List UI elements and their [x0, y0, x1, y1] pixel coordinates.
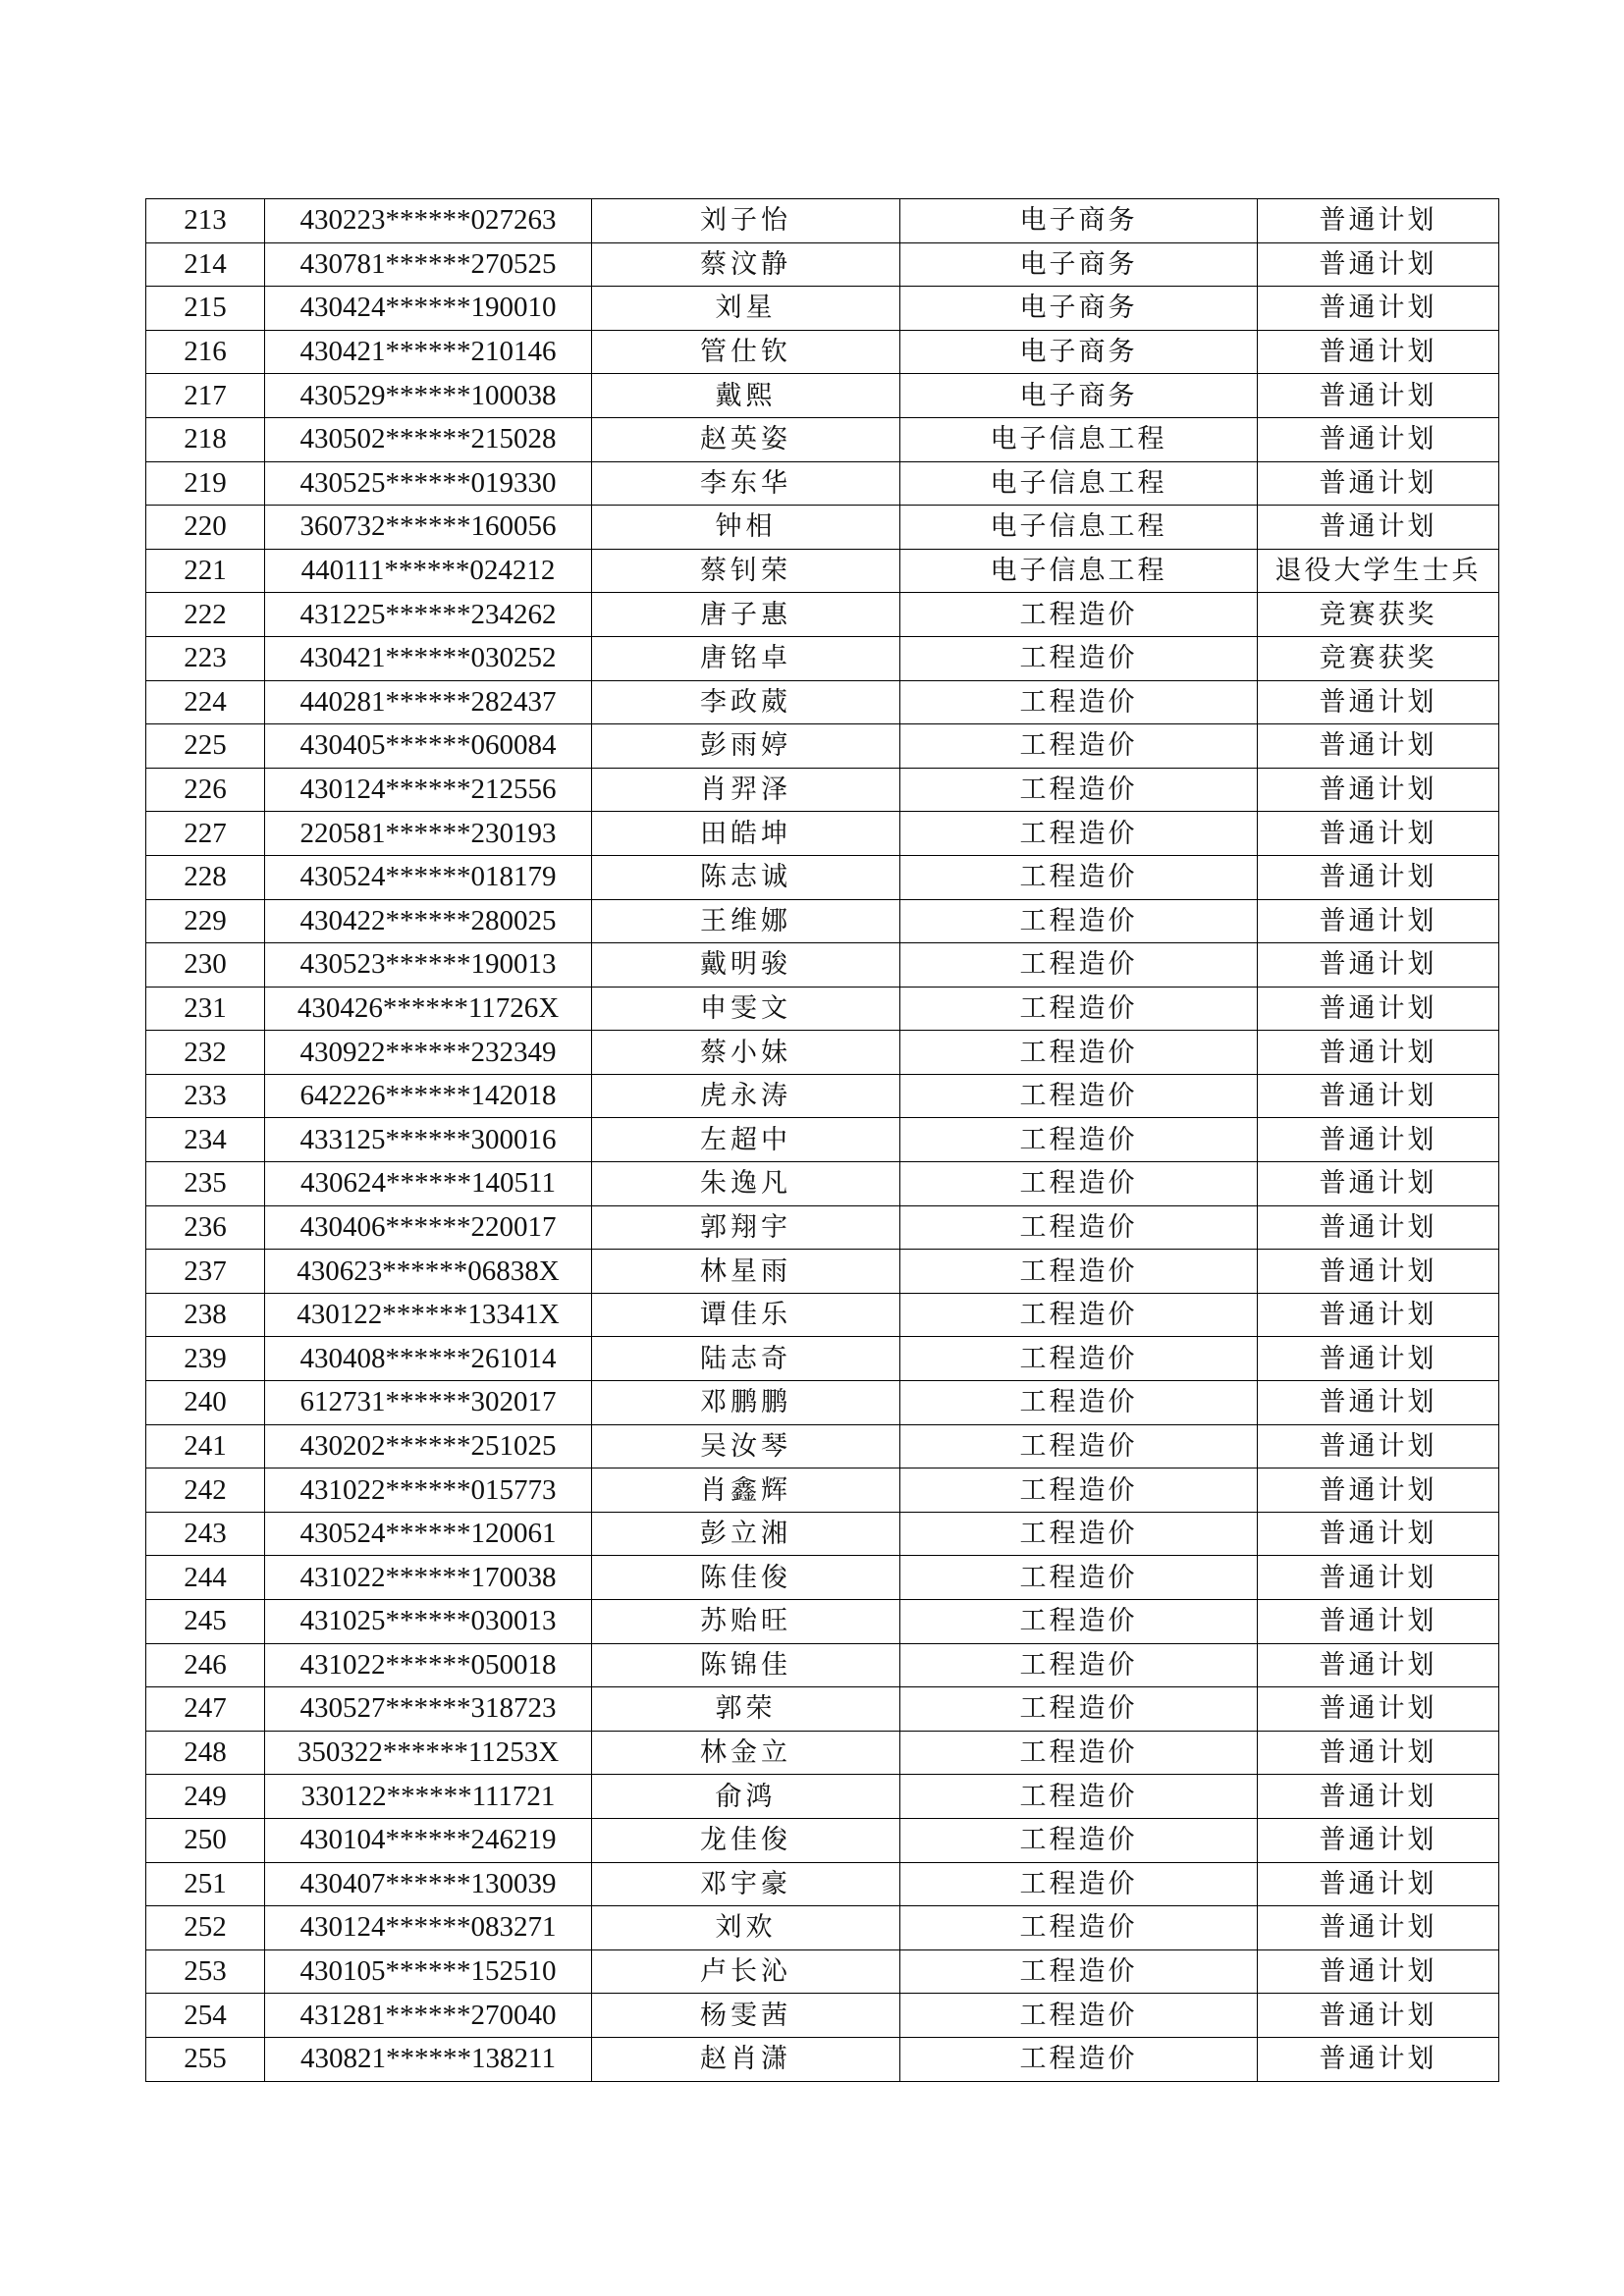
- cell-seq-no: 231: [146, 987, 265, 1031]
- cell-student-name: 杨雯茜: [592, 1994, 900, 2038]
- table-row: [146, 2037, 1499, 2081]
- cell-major: 工程造价: [900, 680, 1258, 724]
- cell-admission-plan: 普通计划: [1258, 417, 1499, 461]
- cell-major: 工程造价: [900, 1337, 1258, 1381]
- cell-major: 工程造价: [900, 1118, 1258, 1162]
- cell-student-name: 肖羿泽: [592, 768, 900, 812]
- cell-admission-plan: 普通计划: [1258, 855, 1499, 899]
- cell-seq-no: 219: [146, 461, 265, 506]
- cell-student-name: 龙佳俊: [592, 1818, 900, 1862]
- cell-major: 电子信息工程: [900, 506, 1258, 550]
- cell-seq-no: 234: [146, 1118, 265, 1162]
- cell-student-name: 王维娜: [592, 899, 900, 943]
- cell-student-name: 陈佳俊: [592, 1556, 900, 1600]
- table-row: [146, 768, 1499, 812]
- cell-student-name: 田皓坤: [592, 812, 900, 856]
- cell-id-number: 430407******130039: [265, 1862, 592, 1906]
- cell-major: 工程造价: [900, 724, 1258, 769]
- cell-id-number: 430502******215028: [265, 417, 592, 461]
- cell-admission-plan: 普通计划: [1258, 1512, 1499, 1556]
- cell-student-name: 陆志奇: [592, 1337, 900, 1381]
- cell-id-number: 430525******019330: [265, 461, 592, 506]
- cell-student-name: 苏贻旺: [592, 1600, 900, 1644]
- table-row: [146, 1687, 1499, 1732]
- cell-admission-plan: 普通计划: [1258, 1994, 1499, 2038]
- cell-id-number: 430104******246219: [265, 1818, 592, 1862]
- cell-seq-no: 220: [146, 506, 265, 550]
- cell-major: 工程造价: [900, 768, 1258, 812]
- cell-major: 工程造价: [900, 855, 1258, 899]
- cell-id-number: 431281******270040: [265, 1994, 592, 2038]
- table-row: [146, 506, 1499, 550]
- cell-id-number: 430523******190013: [265, 943, 592, 988]
- cell-seq-no: 241: [146, 1424, 265, 1468]
- cell-student-name: 李东华: [592, 461, 900, 506]
- cell-id-number: 430424******190010: [265, 287, 592, 331]
- cell-major: 电子商务: [900, 242, 1258, 287]
- cell-admission-plan: 普通计划: [1258, 1687, 1499, 1732]
- table-row: [146, 1600, 1499, 1644]
- table-row: [146, 417, 1499, 461]
- cell-major: 电子信息工程: [900, 417, 1258, 461]
- cell-admission-plan: 退役大学生士兵: [1258, 549, 1499, 593]
- cell-id-number: 350322******11253X: [265, 1731, 592, 1775]
- cell-student-name: 蔡小妹: [592, 1031, 900, 1075]
- cell-id-number: 330122******111721: [265, 1775, 592, 1819]
- cell-id-number: 430421******030252: [265, 636, 592, 680]
- cell-admission-plan: 普通计划: [1258, 1293, 1499, 1337]
- cell-admission-plan: 普通计划: [1258, 943, 1499, 988]
- cell-admission-plan: 普通计划: [1258, 768, 1499, 812]
- table-row: [146, 899, 1499, 943]
- table-row: [146, 1381, 1499, 1425]
- cell-admission-plan: 普通计划: [1258, 2037, 1499, 2081]
- roster-body: [146, 199, 1499, 2082]
- table-row: [146, 1906, 1499, 1950]
- cell-id-number: 430421******210146: [265, 330, 592, 374]
- cell-major: 工程造价: [900, 1949, 1258, 1994]
- cell-id-number: 642226******142018: [265, 1074, 592, 1118]
- cell-seq-no: 235: [146, 1162, 265, 1206]
- cell-student-name: 肖鑫辉: [592, 1468, 900, 1513]
- cell-student-name: 唐子惠: [592, 593, 900, 637]
- cell-seq-no: 229: [146, 899, 265, 943]
- table-row: [146, 1556, 1499, 1600]
- table-row: [146, 636, 1499, 680]
- cell-student-name: 刘欢: [592, 1906, 900, 1950]
- cell-student-name: 刘星: [592, 287, 900, 331]
- cell-major: 工程造价: [900, 1162, 1258, 1206]
- cell-admission-plan: 普通计划: [1258, 1818, 1499, 1862]
- cell-major: 工程造价: [900, 1731, 1258, 1775]
- cell-major: 工程造价: [900, 2037, 1258, 2081]
- cell-seq-no: 244: [146, 1556, 265, 1600]
- cell-admission-plan: 普通计划: [1258, 680, 1499, 724]
- cell-major: 工程造价: [900, 1250, 1258, 1294]
- cell-seq-no: 217: [146, 374, 265, 418]
- table-row: [146, 1118, 1499, 1162]
- table-row: [146, 549, 1499, 593]
- table-row: [146, 943, 1499, 988]
- table-row: [146, 1337, 1499, 1381]
- cell-student-name: 俞鸿: [592, 1775, 900, 1819]
- cell-admission-plan: 普通计划: [1258, 374, 1499, 418]
- cell-admission-plan: 普通计划: [1258, 506, 1499, 550]
- cell-id-number: 430122******13341X: [265, 1293, 592, 1337]
- cell-student-name: 彭立湘: [592, 1512, 900, 1556]
- table-row: [146, 287, 1499, 331]
- cell-seq-no: 225: [146, 724, 265, 769]
- table-row: [146, 330, 1499, 374]
- cell-student-name: 戴明骏: [592, 943, 900, 988]
- cell-student-name: 吴汝琴: [592, 1424, 900, 1468]
- cell-id-number: 430405******060084: [265, 724, 592, 769]
- cell-student-name: 管仕钦: [592, 330, 900, 374]
- cell-seq-no: 223: [146, 636, 265, 680]
- cell-seq-no: 251: [146, 1862, 265, 1906]
- cell-id-number: 430623******06838X: [265, 1250, 592, 1294]
- cell-admission-plan: 普通计划: [1258, 242, 1499, 287]
- cell-id-number: 430223******027263: [265, 199, 592, 243]
- cell-student-name: 郭翔宇: [592, 1205, 900, 1250]
- cell-admission-plan: 竞赛获奖: [1258, 636, 1499, 680]
- cell-major: 工程造价: [900, 1643, 1258, 1687]
- cell-seq-no: 216: [146, 330, 265, 374]
- cell-id-number: 431022******050018: [265, 1643, 592, 1687]
- cell-admission-plan: 普通计划: [1258, 330, 1499, 374]
- cell-seq-no: 243: [146, 1512, 265, 1556]
- cell-id-number: 220581******230193: [265, 812, 592, 856]
- cell-major: 电子商务: [900, 199, 1258, 243]
- cell-admission-plan: 普通计划: [1258, 1337, 1499, 1381]
- cell-seq-no: 240: [146, 1381, 265, 1425]
- cell-seq-no: 214: [146, 242, 265, 287]
- table-row: [146, 1775, 1499, 1819]
- cell-student-name: 邓鹏鹏: [592, 1381, 900, 1425]
- cell-seq-no: 247: [146, 1687, 265, 1732]
- cell-admission-plan: 普通计划: [1258, 1775, 1499, 1819]
- table-row: [146, 1250, 1499, 1294]
- cell-student-name: 钟相: [592, 506, 900, 550]
- table-row: [146, 987, 1499, 1031]
- cell-id-number: 430524******120061: [265, 1512, 592, 1556]
- table-row: [146, 1162, 1499, 1206]
- table-row: [146, 1862, 1499, 1906]
- table-row: [146, 1643, 1499, 1687]
- cell-id-number: 430426******11726X: [265, 987, 592, 1031]
- cell-student-name: 戴熙: [592, 374, 900, 418]
- cell-seq-no: 236: [146, 1205, 265, 1250]
- table-row: [146, 1512, 1499, 1556]
- table-row: [146, 1468, 1499, 1513]
- cell-student-name: 虎永涛: [592, 1074, 900, 1118]
- cell-major: 工程造价: [900, 1775, 1258, 1819]
- cell-major: 工程造价: [900, 1556, 1258, 1600]
- table-row: [146, 1994, 1499, 2038]
- cell-seq-no: 226: [146, 768, 265, 812]
- cell-student-name: 朱逸凡: [592, 1162, 900, 1206]
- cell-admission-plan: 普通计划: [1258, 1424, 1499, 1468]
- cell-major: 工程造价: [900, 1424, 1258, 1468]
- table-row: [146, 1205, 1499, 1250]
- cell-major: 工程造价: [900, 636, 1258, 680]
- cell-seq-no: 228: [146, 855, 265, 899]
- cell-id-number: 430124******212556: [265, 768, 592, 812]
- cell-id-number: 430422******280025: [265, 899, 592, 943]
- cell-major: 工程造价: [900, 1994, 1258, 2038]
- cell-student-name: 唐铭卓: [592, 636, 900, 680]
- cell-seq-no: 218: [146, 417, 265, 461]
- table-row: [146, 593, 1499, 637]
- cell-seq-no: 222: [146, 593, 265, 637]
- cell-seq-no: 245: [146, 1600, 265, 1644]
- cell-major: 工程造价: [900, 1512, 1258, 1556]
- cell-admission-plan: 普通计划: [1258, 1074, 1499, 1118]
- cell-admission-plan: 竞赛获奖: [1258, 593, 1499, 637]
- cell-id-number: 440281******282437: [265, 680, 592, 724]
- cell-seq-no: 237: [146, 1250, 265, 1294]
- cell-admission-plan: 普通计划: [1258, 199, 1499, 243]
- cell-student-name: 左超中: [592, 1118, 900, 1162]
- cell-major: 工程造价: [900, 1293, 1258, 1337]
- cell-major: 工程造价: [900, 943, 1258, 988]
- cell-admission-plan: 普通计划: [1258, 1731, 1499, 1775]
- cell-major: 电子信息工程: [900, 461, 1258, 506]
- roster-table: [145, 198, 1499, 2082]
- cell-admission-plan: 普通计划: [1258, 1906, 1499, 1950]
- cell-student-name: 刘子怡: [592, 199, 900, 243]
- cell-major: 电子商务: [900, 374, 1258, 418]
- cell-id-number: 430406******220017: [265, 1205, 592, 1250]
- cell-major: 工程造价: [900, 1906, 1258, 1950]
- table-row: [146, 1293, 1499, 1337]
- cell-admission-plan: 普通计划: [1258, 1205, 1499, 1250]
- cell-major: 电子商务: [900, 287, 1258, 331]
- cell-student-name: 郭荣: [592, 1687, 900, 1732]
- cell-seq-no: 246: [146, 1643, 265, 1687]
- cell-id-number: 433125******300016: [265, 1118, 592, 1162]
- cell-id-number: 431025******030013: [265, 1600, 592, 1644]
- cell-student-name: 陈锦佳: [592, 1643, 900, 1687]
- cell-student-name: 蔡钊荣: [592, 549, 900, 593]
- table-row: [146, 1074, 1499, 1118]
- table-row: [146, 199, 1499, 243]
- cell-seq-no: 255: [146, 2037, 265, 2081]
- cell-id-number: 430529******100038: [265, 374, 592, 418]
- cell-major: 工程造价: [900, 1862, 1258, 1906]
- cell-student-name: 李政葳: [592, 680, 900, 724]
- cell-major: 工程造价: [900, 1468, 1258, 1513]
- table-row: [146, 461, 1499, 506]
- cell-major: 工程造价: [900, 1818, 1258, 1862]
- cell-id-number: 430922******232349: [265, 1031, 592, 1075]
- cell-student-name: 赵英姿: [592, 417, 900, 461]
- cell-major: 工程造价: [900, 1600, 1258, 1644]
- table-row: [146, 724, 1499, 769]
- cell-student-name: 申雯文: [592, 987, 900, 1031]
- cell-major: 电子商务: [900, 330, 1258, 374]
- cell-admission-plan: 普通计划: [1258, 812, 1499, 856]
- cell-admission-plan: 普通计划: [1258, 1162, 1499, 1206]
- cell-student-name: 卢长沁: [592, 1949, 900, 1994]
- cell-seq-no: 249: [146, 1775, 265, 1819]
- cell-admission-plan: 普通计划: [1258, 1862, 1499, 1906]
- cell-id-number: 612731******302017: [265, 1381, 592, 1425]
- cell-seq-no: 221: [146, 549, 265, 593]
- cell-student-name: 彭雨婷: [592, 724, 900, 769]
- table-row: [146, 680, 1499, 724]
- cell-admission-plan: 普通计划: [1258, 899, 1499, 943]
- cell-admission-plan: 普通计划: [1258, 1600, 1499, 1644]
- cell-admission-plan: 普通计划: [1258, 1949, 1499, 1994]
- cell-id-number: 430202******251025: [265, 1424, 592, 1468]
- cell-major: 工程造价: [900, 593, 1258, 637]
- table-row: [146, 374, 1499, 418]
- cell-major: 工程造价: [900, 1031, 1258, 1075]
- table-row: [146, 812, 1499, 856]
- cell-id-number: 430781******270525: [265, 242, 592, 287]
- cell-student-name: 蔡汶静: [592, 242, 900, 287]
- table-row: [146, 1949, 1499, 1994]
- cell-id-number: 430124******083271: [265, 1906, 592, 1950]
- cell-admission-plan: 普通计划: [1258, 287, 1499, 331]
- cell-student-name: 林星雨: [592, 1250, 900, 1294]
- cell-id-number: 430624******140511: [265, 1162, 592, 1206]
- cell-major: 工程造价: [900, 1687, 1258, 1732]
- cell-student-name: 林金立: [592, 1731, 900, 1775]
- cell-major: 工程造价: [900, 1205, 1258, 1250]
- cell-admission-plan: 普通计划: [1258, 987, 1499, 1031]
- table-row: [146, 1818, 1499, 1862]
- cell-admission-plan: 普通计划: [1258, 1381, 1499, 1425]
- table-row: [146, 1424, 1499, 1468]
- cell-admission-plan: 普通计划: [1258, 1118, 1499, 1162]
- cell-id-number: 430527******318723: [265, 1687, 592, 1732]
- cell-seq-no: 253: [146, 1949, 265, 1994]
- cell-student-name: 邓宇豪: [592, 1862, 900, 1906]
- cell-id-number: 440111******024212: [265, 549, 592, 593]
- cell-seq-no: 254: [146, 1994, 265, 2038]
- cell-major: 工程造价: [900, 899, 1258, 943]
- cell-seq-no: 238: [146, 1293, 265, 1337]
- cell-id-number: 431022******015773: [265, 1468, 592, 1513]
- cell-admission-plan: 普通计划: [1258, 1468, 1499, 1513]
- cell-major: 工程造价: [900, 812, 1258, 856]
- cell-admission-plan: 普通计划: [1258, 1250, 1499, 1294]
- cell-seq-no: 213: [146, 199, 265, 243]
- cell-seq-no: 252: [146, 1906, 265, 1950]
- table-row: [146, 855, 1499, 899]
- cell-seq-no: 232: [146, 1031, 265, 1075]
- cell-admission-plan: 普通计划: [1258, 1643, 1499, 1687]
- cell-seq-no: 242: [146, 1468, 265, 1513]
- cell-major: 工程造价: [900, 1074, 1258, 1118]
- cell-id-number: 430524******018179: [265, 855, 592, 899]
- cell-seq-no: 250: [146, 1818, 265, 1862]
- cell-student-name: 陈志诚: [592, 855, 900, 899]
- cell-admission-plan: 普通计划: [1258, 1031, 1499, 1075]
- cell-student-name: 谭佳乐: [592, 1293, 900, 1337]
- cell-id-number: 430105******152510: [265, 1949, 592, 1994]
- cell-seq-no: 215: [146, 287, 265, 331]
- cell-major: 工程造价: [900, 1381, 1258, 1425]
- cell-seq-no: 248: [146, 1731, 265, 1775]
- cell-id-number: 430821******138211: [265, 2037, 592, 2081]
- cell-id-number: 360732******160056: [265, 506, 592, 550]
- cell-seq-no: 227: [146, 812, 265, 856]
- cell-admission-plan: 普通计划: [1258, 461, 1499, 506]
- cell-major: 工程造价: [900, 987, 1258, 1031]
- cell-seq-no: 233: [146, 1074, 265, 1118]
- table-row: [146, 242, 1499, 287]
- cell-major: 电子信息工程: [900, 549, 1258, 593]
- cell-id-number: 431225******234262: [265, 593, 592, 637]
- cell-id-number: 430408******261014: [265, 1337, 592, 1381]
- cell-student-name: 赵肖潇: [592, 2037, 900, 2081]
- cell-seq-no: 239: [146, 1337, 265, 1381]
- cell-admission-plan: 普通计划: [1258, 1556, 1499, 1600]
- table-row: [146, 1031, 1499, 1075]
- table-row: [146, 1731, 1499, 1775]
- cell-admission-plan: 普通计划: [1258, 724, 1499, 769]
- cell-seq-no: 224: [146, 680, 265, 724]
- cell-id-number: 431022******170038: [265, 1556, 592, 1600]
- cell-seq-no: 230: [146, 943, 265, 988]
